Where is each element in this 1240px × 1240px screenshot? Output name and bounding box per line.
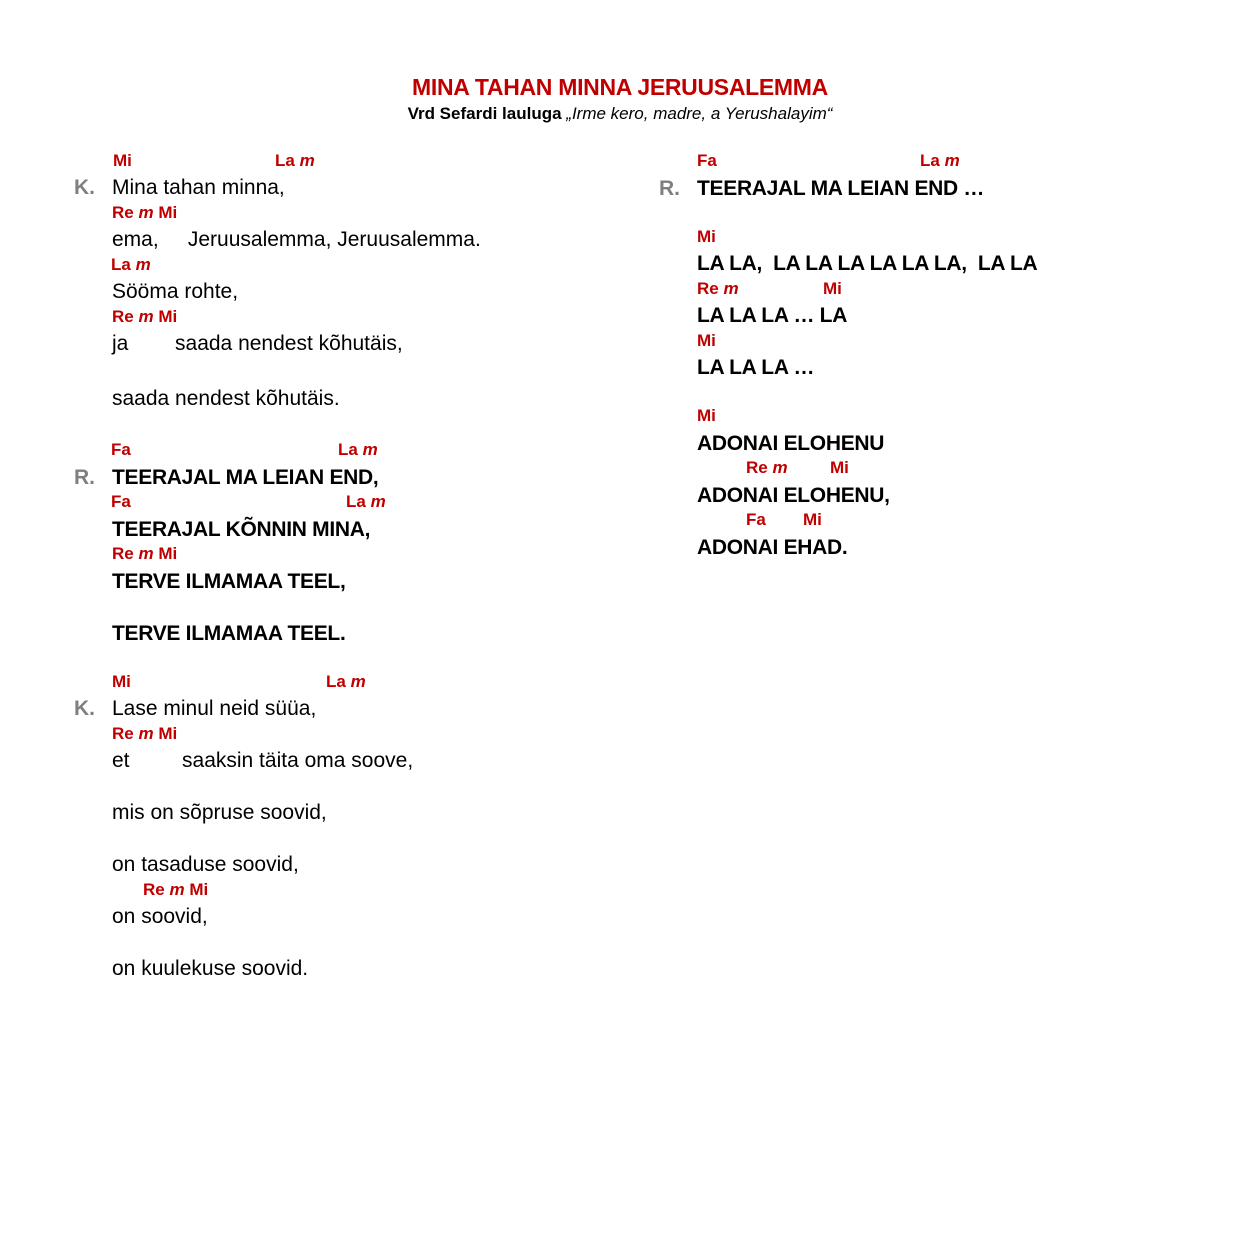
chord-re-m: Re m (746, 458, 788, 477)
chord-mi: Mi (697, 406, 716, 425)
chord-mi: Mi (803, 510, 822, 529)
section-marker-verse: K. (74, 697, 95, 720)
adonai-line: ADONAI ELOHENU, (697, 484, 890, 507)
subtitle-quote: „Irme kero, madre, a Yerushalayim“ (566, 104, 833, 123)
lyric-line: on tasaduse soovid, (112, 853, 299, 876)
refrain-line: TEERAJAL MA LEIAN END … (697, 177, 985, 200)
chord-mi: Mi (830, 458, 849, 477)
adonai-line: ADONAI EHAD. (697, 536, 848, 559)
lyric-line: on kuulekuse soovid. (112, 957, 309, 980)
chord-la-m: La m (346, 492, 386, 511)
lyric-line: Mina tahan minna, (112, 176, 285, 199)
lyric-line: Lase minul neid süüa, (112, 697, 317, 720)
chord-la-m: La m (275, 151, 315, 170)
refrain-line: TERVE ILMAMAA TEEL. (112, 622, 346, 645)
chord-re-m: Re m (697, 279, 739, 298)
chord-mi: Mi (823, 279, 842, 298)
chord-fa: Fa (746, 510, 766, 529)
subtitle-prefix: Vrd Sefardi lauluga (407, 104, 562, 123)
lala-line: LA LA LA … LA (697, 304, 848, 327)
lyric-line: saada nendest kõhutäis. (112, 387, 340, 410)
song-title: MINA TAHAN MINNA JERUUSALEMMA (412, 74, 828, 100)
section-marker-refrain: R. (659, 177, 680, 200)
section-marker-verse: K. (74, 176, 95, 199)
chord-mi: Mi (113, 151, 132, 170)
lyric-line: Sööma rohte, (112, 280, 239, 303)
chord-la-m: La m (326, 672, 366, 691)
chord-fa: Fa (111, 492, 131, 511)
song-subtitle (0, 103, 1240, 125)
lyric-line: ja saada nendest kõhutäis, (112, 332, 403, 355)
chord-re-m-mi: Re m Mi (112, 544, 178, 563)
chord-mi: Mi (697, 331, 716, 350)
lyric-line: ema, Jeruusalemma, Jeruusalemma. (112, 228, 481, 251)
chord-re-m-mi: Re m Mi (112, 307, 178, 326)
lyric-line: on soovid, (112, 905, 208, 928)
chord-la-m: La m (920, 151, 960, 170)
refrain-line: TEERAJAL KÕNNIN MINA, (112, 518, 371, 541)
chord-la-m: La m (111, 255, 151, 274)
chord-fa: Fa (697, 151, 717, 170)
lyric-line: mis on sõpruse soovid, (112, 801, 327, 824)
chord-re-m-mi: Re m Mi (143, 880, 209, 899)
refrain-line: TEERAJAL MA LEIAN END, (112, 466, 379, 489)
chord-fa: Fa (111, 440, 131, 459)
section-marker-refrain: R. (74, 466, 95, 489)
lala-line: LA LA LA … (697, 356, 815, 379)
chord-la-m: La m (338, 440, 378, 459)
refrain-line: TERVE ILMAMAA TEEL, (112, 570, 346, 593)
chord-mi: Mi (112, 672, 131, 691)
chord-re-m-mi: Re m Mi (112, 724, 178, 743)
chord-re-m-mi: Re m Mi (112, 203, 178, 222)
lyric-line: et saaksin täita oma soove, (112, 749, 414, 772)
chord-mi: Mi (697, 227, 716, 246)
adonai-line: ADONAI ELOHENU (697, 432, 885, 455)
lala-line: LA LA, LA LA LA LA LA LA, LA LA (697, 252, 1038, 275)
